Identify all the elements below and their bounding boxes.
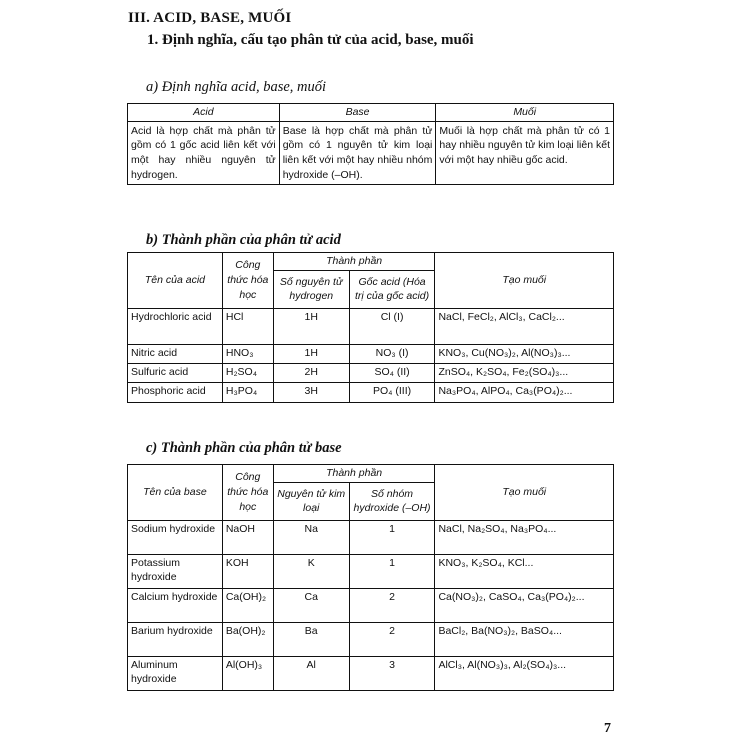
- heading-acid-composition: b) Thành phần của phân tử acid: [146, 232, 341, 248]
- row-count: 1H: [273, 344, 349, 363]
- section-title: III. ACID, BASE, MUỐI: [128, 10, 292, 26]
- row-name: Aluminum hydroxide: [128, 656, 223, 690]
- base-rows: [128, 520, 614, 690]
- row-radical: 2: [349, 588, 435, 622]
- row-count: 1H: [273, 308, 349, 344]
- acid-rows: [128, 308, 614, 402]
- row-radical: 3: [349, 656, 435, 690]
- header-salt: Muối: [436, 104, 614, 122]
- col-header-group: Thành phần: [273, 253, 435, 271]
- col-header-name: Tên của base: [128, 465, 223, 521]
- subsection-title: 1. Định nghĩa, cấu tạo phân tử của acid, base, muối: [147, 32, 474, 48]
- col-header-metal-atom: Nguyên tử kim loại: [273, 482, 349, 520]
- row-salts: Ca(NO₃)₂, CaSO₄, Ca₃(PO₄)₂...: [435, 588, 614, 622]
- heading-definitions: a) Định nghĩa acid, base, muối: [146, 79, 327, 95]
- acid-composition-table: [127, 252, 614, 403]
- table-row: [128, 382, 614, 402]
- col-header-salts: Tạo muối: [435, 253, 614, 309]
- row-radical: 2: [349, 622, 435, 656]
- definition-acid: Acid là hợp chất mà phân tử gồm có 1 gốc acid liên kết với một hay nhiều nguyên tử hydrogen.: [128, 121, 280, 185]
- row-formula: KOH: [222, 554, 273, 588]
- row-radical: 1: [349, 520, 435, 554]
- row-formula: H₂SO₄: [222, 363, 273, 382]
- row-formula: H₃PO₄: [222, 382, 273, 402]
- row-count: 3H: [273, 382, 349, 402]
- row-radical: PO₄ (III): [349, 382, 435, 402]
- row-formula: NaOH: [222, 520, 273, 554]
- table-row: [128, 554, 614, 588]
- definition-base: Base là hợp chất mà phân tử gồm có 1 nguyên tử kim loại liên kết với một hay nhiều nhóm hydroxide (–OH).: [279, 121, 436, 185]
- table-row: [128, 588, 614, 622]
- row-count: Na: [273, 520, 349, 554]
- row-radical: Cl (I): [349, 308, 435, 344]
- table-row: [128, 520, 614, 554]
- table-row: [128, 656, 614, 690]
- header-acid: Acid: [128, 104, 280, 122]
- col-header-hydrogen-count: Số nguyên tử hydrogen: [273, 270, 349, 308]
- col-header-group: Thành phần: [273, 465, 435, 483]
- row-name: Barium hydroxide: [128, 622, 223, 656]
- row-name: Phosphoric acid: [128, 382, 223, 402]
- row-count: 2H: [273, 363, 349, 382]
- definition-salt: Muối là hợp chất mà phân tử có 1 hay nhiều nguyên tử kim loại liên kết với một hay nhiều gốc acid.: [436, 121, 614, 185]
- row-count: Al: [273, 656, 349, 690]
- table-header-row: [128, 253, 614, 271]
- row-formula: Ba(OH)₂: [222, 622, 273, 656]
- row-count: Ca: [273, 588, 349, 622]
- table-header-row: [128, 465, 614, 483]
- heading-base-composition: c) Thành phần của phân tử base: [146, 440, 342, 456]
- col-header-formula: Công thức hóa học: [222, 465, 273, 521]
- row-salts: ZnSO₄, K₂SO₄, Fe₂(SO₄)₃...: [435, 363, 614, 382]
- base-composition-table: [127, 464, 614, 691]
- col-header-formula: Công thức hóa học: [222, 253, 273, 309]
- table-row: [128, 344, 614, 363]
- table-row: [128, 308, 614, 344]
- row-salts: KNO₃, K₂SO₄, KCl...: [435, 554, 614, 588]
- row-salts: NaCl, Na₂SO₄, Na₃PO₄...: [435, 520, 614, 554]
- table-header-row: [128, 104, 614, 122]
- row-salts: BaCl₂, Ba(NO₃)₂, BaSO₄...: [435, 622, 614, 656]
- row-radical: SO₄ (II): [349, 363, 435, 382]
- row-name: Potassium hydroxide: [128, 554, 223, 588]
- row-salts: Na₃PO₄, AlPO₄, Ca₃(PO₄)₂...: [435, 382, 614, 402]
- col-header-hydroxide-count: Số nhóm hydroxide (–OH): [349, 482, 435, 520]
- row-radical: 1: [349, 554, 435, 588]
- col-header-salts: Tạo muối: [435, 465, 614, 521]
- row-name: Hydrochloric acid: [128, 308, 223, 344]
- col-header-name: Tên của acid: [128, 253, 223, 309]
- row-name: Nitric acid: [128, 344, 223, 363]
- definitions-table: [127, 103, 614, 185]
- row-radical: NO₃ (I): [349, 344, 435, 363]
- row-name: Calcium hydroxide: [128, 588, 223, 622]
- row-formula: Al(OH)₃: [222, 656, 273, 690]
- row-name: Sulfuric acid: [128, 363, 223, 382]
- row-count: Ba: [273, 622, 349, 656]
- row-name: Sodium hydroxide: [128, 520, 223, 554]
- table-row: [128, 121, 614, 185]
- table-row: [128, 363, 614, 382]
- header-base: Base: [279, 104, 436, 122]
- col-header-acid-radical: Gốc acid (Hóa trị của gốc acid): [349, 270, 435, 308]
- page-number: 7: [604, 721, 611, 736]
- row-salts: NaCl, FeCl₂, AlCl₃, CaCl₂...: [435, 308, 614, 344]
- table-row: [128, 622, 614, 656]
- row-count: K: [273, 554, 349, 588]
- row-salts: AlCl₃, Al(NO₃)₃, Al₂(SO₄)₃...: [435, 656, 614, 690]
- row-formula: Ca(OH)₂: [222, 588, 273, 622]
- row-formula: HCl: [222, 308, 273, 344]
- row-formula: HNO₃: [222, 344, 273, 363]
- row-salts: KNO₃, Cu(NO₃)₂, Al(NO₃)₃...: [435, 344, 614, 363]
